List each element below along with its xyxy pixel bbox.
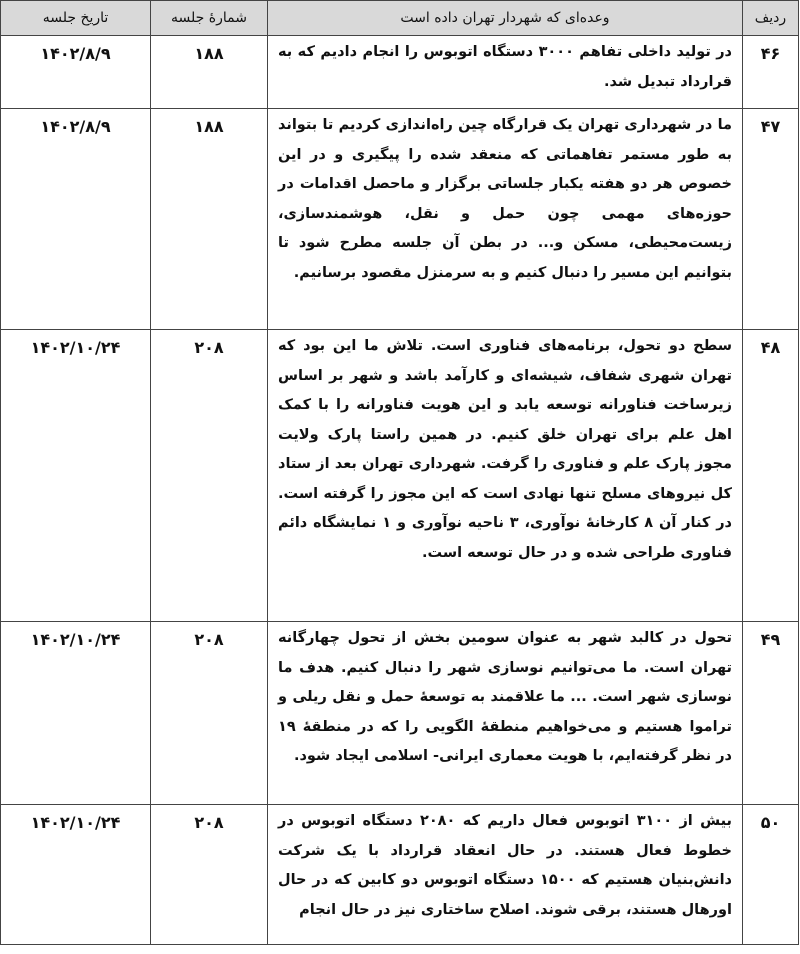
table-row xyxy=(1,622,799,805)
header-row-number: ردیف xyxy=(743,1,799,36)
session-date: ۱۴۰۲/۸/۹ xyxy=(1,109,151,330)
row-number: ۴۷ xyxy=(743,109,799,330)
promise-text: سطح دو تحول، برنامه‌های فناوری است. تلاش ما این بود که تهران شهری شفاف، شیشه‌ای و کارآمد باشد و شهر بر اساس زیرساخت فناورانه توسعه یابد و این هویت فناورانه را با کمک اهل علم برای تهران خلق کنیم. در همین راستا پارک ولایت مجوز پارک علم و فناوری را گرفت. شهرداری تهران بعد از ستاد کل نیروهای مسلح تنها نهادی است که این مجوز را گرفته است. در کنار آن ۸ کارخانۀ نوآوری، ۳ ناحیه نوآوری و ۱ نمایشگاه دائم فناوری طراحی شده و در حال توسعه است. xyxy=(268,330,743,622)
session-number: ۱۸۸ xyxy=(151,36,268,109)
promise-text: بیش از ۳۱۰۰ اتوبوس فعال داریم که ۲۰۸۰ دستگاه اتوبوس در خطوط فعال هستند. در حال انعقاد قرارداد با یک شرکت دانش‌بنیان هستیم که ۱۵۰۰ دستگاه اتوبوس دو کابین که در حال اورهال هستند، برقی شوند. اصلاح ساختاری نیز در حال انجام xyxy=(268,805,743,945)
row-number: ۴۸ xyxy=(743,330,799,622)
table-header-row xyxy=(1,1,799,36)
promise-text: در تولید داخلی تفاهم ۳۰۰۰ دستگاه اتوبوس را انجام دادیم که به قرارداد تبدیل شد. xyxy=(268,36,743,109)
header-promise: وعده‌ای که شهردار تهران داده است xyxy=(268,1,743,36)
header-session-number: شمارۀ جلسه xyxy=(151,1,268,36)
promise-text: تحول در کالبد شهر به عنوان سومین بخش از تحول چهارگانه تهران است. ما می‌توانیم نوسازی شهر را دنبال کنیم. هدف ما نوسازی شهر است. ... ما علاقمند به توسعۀ حمل و نقل ریلی و تراموا هستیم و می‌خواهیم منطقۀ الگویی را که در منطقۀ ۱۹ در نظر گرفته‌ایم، با هویت معماری ایرانی- اسلامی ایجاد شود. xyxy=(268,622,743,805)
session-number: ۲۰۸ xyxy=(151,622,268,805)
session-date: ۱۴۰۲/۱۰/۲۴ xyxy=(1,330,151,622)
session-number: ۲۰۸ xyxy=(151,330,268,622)
table-row xyxy=(1,805,799,945)
table-row xyxy=(1,109,799,330)
session-number: ۱۸۸ xyxy=(151,109,268,330)
session-date: ۱۴۰۲/۱۰/۲۴ xyxy=(1,622,151,805)
session-date: ۱۴۰۲/۱۰/۲۴ xyxy=(1,805,151,945)
session-number: ۲۰۸ xyxy=(151,805,268,945)
table-row xyxy=(1,36,799,109)
row-number: ۴۹ xyxy=(743,622,799,805)
session-date: ۱۴۰۲/۸/۹ xyxy=(1,36,151,109)
row-number: ۴۶ xyxy=(743,36,799,109)
table-row xyxy=(1,330,799,622)
row-number: ۵۰ xyxy=(743,805,799,945)
promise-text: ما در شهرداری تهران یک قرارگاه چین راه‌اندازی کردیم تا بتواند به طور مستمر تفاهماتی که منعقد شده را پیگیری و در این خصوص هر دو هفته یکبار جلساتی برگزار و ماحصل اقدامات در حوزه‌های مهمی چون حمل و نقل، هوشمندسازی، زیست‌محیطی، مسکن و... در بطن آن جلسه مطرح شود تا بتوانیم این مسیر را دنبال کنیم و به سرمنزل مقصود برسانیم. xyxy=(268,109,743,330)
header-session-date: تاریخ جلسه xyxy=(1,1,151,36)
